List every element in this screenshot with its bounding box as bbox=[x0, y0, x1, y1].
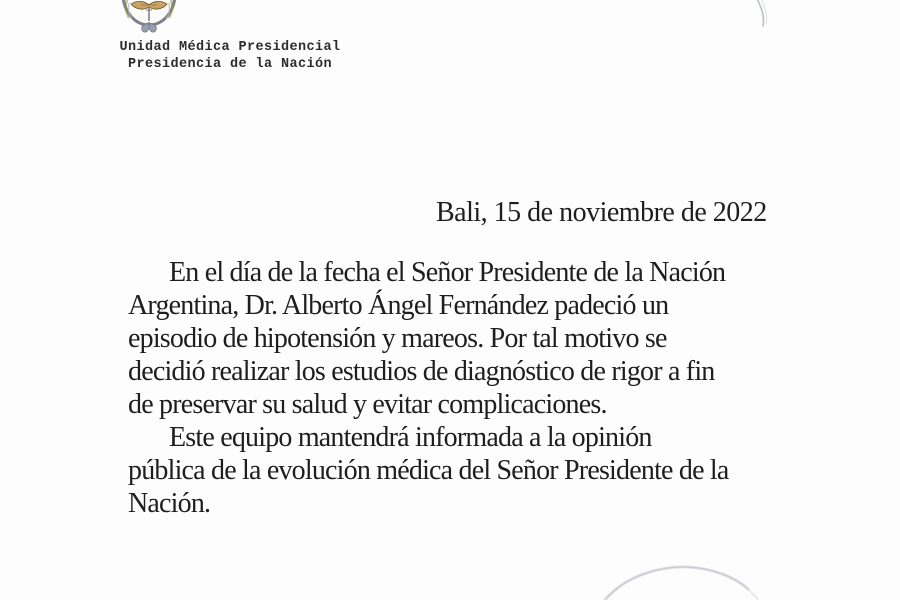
date-line: Bali, 15 de noviembre de 2022 bbox=[436, 197, 767, 228]
org-name-line1: Unidad Médica Presidencial bbox=[119, 40, 341, 55]
text-line: episodio de hipotensión y mareos. Por tal motivo se bbox=[128, 323, 667, 354]
text-line: Este equipo mantendrá informada a la opinión bbox=[169, 422, 652, 453]
letterhead bbox=[100, 40, 360, 73]
stamp-arc-mark bbox=[585, 552, 800, 600]
text-line: En el día de la fecha el Señor Presidente de la Nación bbox=[169, 257, 726, 288]
text-line: Argentina, Dr. Alberto Ángel Fernández padeció un bbox=[128, 290, 669, 321]
text-line: Nación. bbox=[128, 488, 211, 519]
text-line: decidió realizar los estudios de diagnóstico de rigor a fin bbox=[128, 356, 715, 387]
argentina-coat-of-arms-icon bbox=[119, 0, 179, 35]
paragraph-2 bbox=[128, 421, 828, 520]
org-name-line2: Presidencia de la Nación bbox=[127, 56, 333, 72]
paragraph-1 bbox=[128, 256, 828, 421]
text-line: de preservar su salud y evitar complicaciones. bbox=[128, 389, 607, 420]
pen-stroke-mark bbox=[748, 0, 780, 32]
body-text bbox=[128, 256, 828, 520]
text-line: pública de la evolución médica del Señor Presidente de la bbox=[128, 455, 729, 486]
